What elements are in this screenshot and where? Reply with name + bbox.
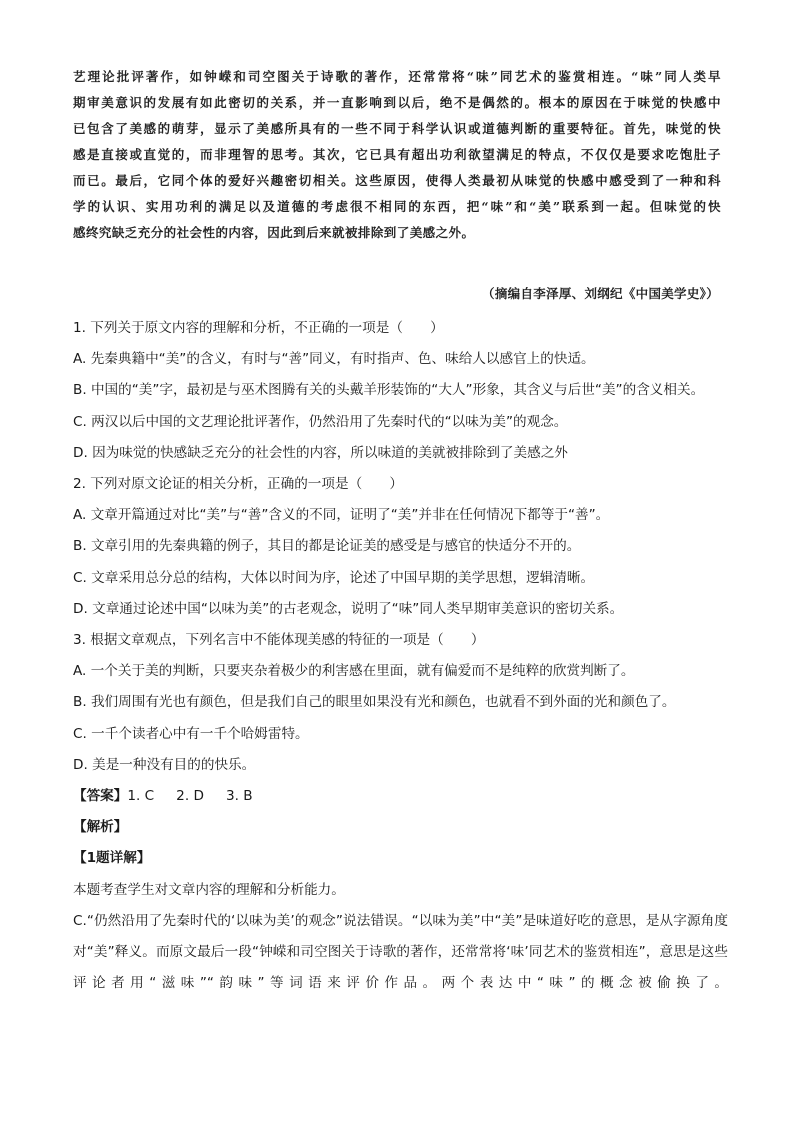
passage-line: 已包含了美感的萌芽，显示了美感所具有的一些不同于科学认识或道德判断的重要特征。首先，味觉的快 [73,121,721,136]
passage-line: 感终究缺乏充分的社会性的内容，因此到后来就被排除到了美感之外。 [73,225,475,240]
option-a: A. 一个关于美的判断，只要夹杂着极少的利害感在里面，就有偏爱而不是纯粹的欣赏判断了。 [73,663,635,680]
option-d: D. 因为味觉的快感缺乏充分的社会性的内容，所以味道的美就被排除到了美感之外 [73,444,568,461]
option-b: B. 中国的“美”字，最初是与巫术图腾有关的头戴羊形装饰的“大人”形象，其含义与后世“美”的含义相关。 [73,382,705,399]
passage-line: 而已。最后，它同个体的爱好兴趣密切相关。这些原因，使得人类最初从味觉的快感中感受到了一种和科 [73,173,721,188]
answer-item: 3. B [225,788,253,805]
reading-passage [73,64,721,246]
questions-section [73,313,728,999]
option-b: B. 文章引用的先秦典籍的例子，其目的都是论证美的感受是与感官的快适分不开的。 [73,538,581,555]
passage-line: 感是直接或直觉的，而非理智的思考。其次，它已具有超出功利欲望满足的特点，不仅仅是要求吃饱肚子 [73,147,721,162]
option-c: C. 一千个读者心中有一千个哈姆雷特。 [73,725,309,742]
answer-item: 2. D [176,788,204,805]
analysis-intro: 本题考查学生对文章内容的理解和分析能力。 [73,881,345,898]
passage-line: 期审美意识的发展有如此密切的关系，并一直影响到以后，绝不是偶然的。根本的原因在于味觉的快感中 [73,95,721,110]
answer-line [73,781,728,812]
passage-source: （摘编自李泽厚、刘纲纪《中国美学史》） [482,286,719,301]
passage-line: 艺理论批评著作，如钟嵘和司空图关于诗歌的著作，还常常将“味”同艺术的鉴赏相连。“味”同人类早 [73,69,721,84]
option-b: B. 我们周围有光也有颜色，但是我们自己的眼里如果没有光和颜色，也就看不到外面的光和颜色了。 [73,694,676,711]
option-c: C. 文章采用总分总的结构，大体以时间为序，论述了中国早期的美学思想，逻辑清晰。 [73,569,595,586]
option-d: D. 文章通过论述中国“以味为美”的古老观念，说明了“味”同人类早期审美意识的密切关系。 [73,600,624,617]
option-a: A. 文章开篇通过对比“美”与“善”含义的不同，证明了“美”并非在任何情况下都等于“善”。 [73,507,610,524]
option-d: D. 美是一种没有目的的快乐。 [73,756,256,773]
option-a: A. 先秦典籍中“美”的含义，有时与“善”同义，有时指声、色、味给人以感官上的快适。 [73,351,595,368]
analysis-label: 【解析】 [73,819,128,836]
answer-label: 【答案】 [73,788,128,805]
passage-line: 学的认识、实用功利的满足以及道德的考虑很不相同的东西，把“味”和“美”联系到一起。但味觉的快 [73,199,721,214]
answer-item: 1. C [127,788,155,805]
question-stem: 1. 下列关于原文内容的理解和分析，不正确的一项是（ ） [73,320,444,336]
analysis-body: C.“仍然沿用了先秦时代的‘以味为美’的观念”说法错误。“以味为美”中“美”是味道好吃的意思，是从字源角度对“美”释义。而原文最后一段“钟嵘和司空图关于诗歌的著作，还常常将‘味’同艺术的鉴赏相连”，意思是这些评论者用“滋味”“韵味”等词语来评价作品。两个表达中“味”的概念被偷换了。 [73,912,728,992]
question-stem: 3. 根据文章观点，下列名言中不能体现美感的特征的一项是（ ） [73,632,485,649]
option-c: C. 两汉以后中国的文艺理论批评著作，仍然沿用了先秦时代的“以味为美”的观念。 [73,413,568,430]
detail-label: 【1题详解】 [73,850,151,867]
question-stem: 2. 下列对原文论证的相关分析，正确的一项是（ ） [73,476,403,493]
